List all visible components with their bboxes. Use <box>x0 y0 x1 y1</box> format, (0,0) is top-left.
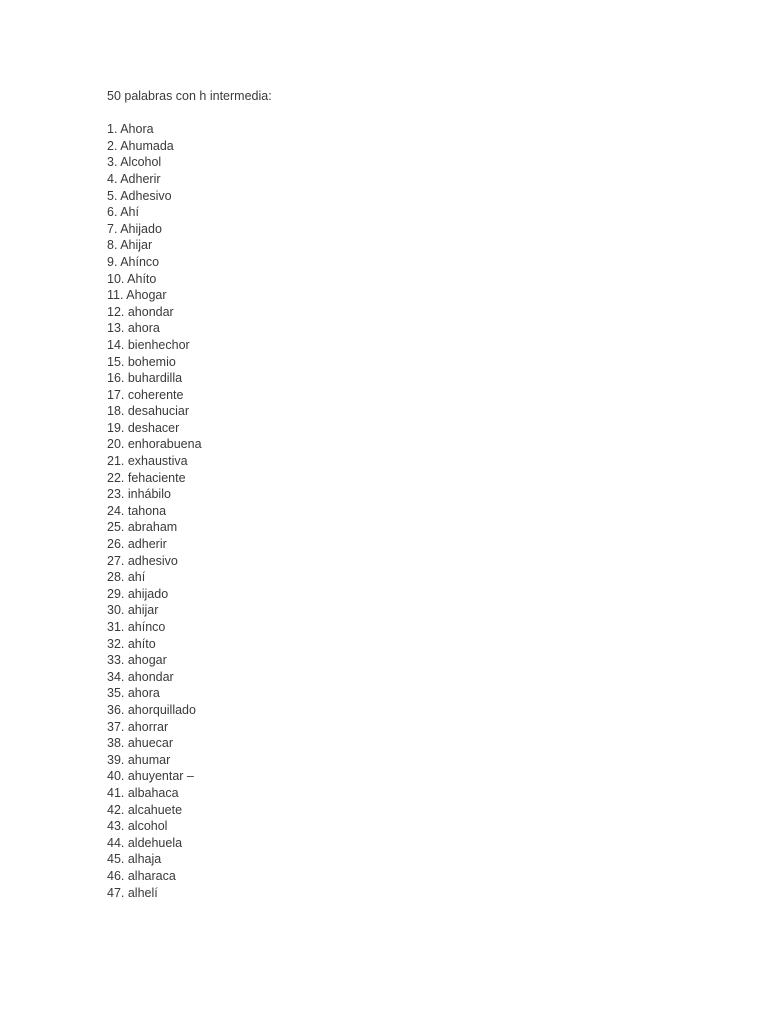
list-item: 8. Ahijar <box>107 238 153 253</box>
list-item: 35. ahora <box>107 686 160 701</box>
list-item: 7. Ahijado <box>107 221 162 236</box>
list-item: 47. alhelí <box>107 885 158 900</box>
document-content <box>107 88 272 901</box>
list-item: 33. ahogar <box>107 653 167 668</box>
list-item: 10. Ahíto <box>107 271 157 286</box>
list-item: 17. coherente <box>107 387 184 402</box>
list-item: 44. aldehuela <box>107 835 183 850</box>
list-item: 21. exhaustiva <box>107 454 188 469</box>
list-item: 19. deshacer <box>107 420 180 435</box>
list-item: 37. ahorrar <box>107 719 169 734</box>
list-item: 6. Ahí <box>107 205 139 220</box>
list-item: 14. bienhechor <box>107 337 190 352</box>
list-item: 43. alcohol <box>107 819 168 834</box>
list-item: 18. desahuciar <box>107 404 190 419</box>
list-item: 22. fehaciente <box>107 470 186 485</box>
list-item: 45. alhaja <box>107 852 162 867</box>
list-item: 30. ahijar <box>107 603 159 618</box>
list-item: 9. Ahínco <box>107 254 160 269</box>
list-item: 3. Alcohol <box>107 155 162 170</box>
list-item: 20. enhorabuena <box>107 437 202 452</box>
document-heading: 50 palabras con h intermedia: <box>107 89 272 103</box>
list-item: 15. bohemio <box>107 354 176 369</box>
word-list <box>107 121 272 901</box>
list-item: 32. ahíto <box>107 636 156 651</box>
list-item: 39. ahumar <box>107 752 171 767</box>
list-item: 26. adherir <box>107 537 167 552</box>
list-item: 36. ahorquillado <box>107 702 196 717</box>
list-item: 5. Adhesivo <box>107 188 172 203</box>
list-item: 25. abraham <box>107 520 178 535</box>
list-item: 13. ahora <box>107 321 160 336</box>
list-item: 29. ahijado <box>107 586 169 601</box>
list-item: 41. albahaca <box>107 785 179 800</box>
list-item: 34. ahondar <box>107 669 174 684</box>
list-item: 4. Adherir <box>107 171 161 186</box>
list-item: 42. alcahuete <box>107 802 183 817</box>
list-item: 16. buhardilla <box>107 371 183 386</box>
blank-line <box>107 105 272 122</box>
list-item: 40. ahuyentar – <box>107 769 194 784</box>
list-item: 12. ahondar <box>107 304 174 319</box>
list-item: 27. adhesivo <box>107 553 178 568</box>
list-item: 2. Ahumada <box>107 138 174 153</box>
list-item: 23. inhábilo <box>107 487 171 502</box>
list-item: 11. Ahogar <box>107 288 167 303</box>
list-item: 24. tahona <box>107 503 167 518</box>
list-item: 38. ahuecar <box>107 736 174 751</box>
list-item: 1. Ahora <box>107 122 154 137</box>
list-item: 31. ahínco <box>107 620 166 634</box>
list-item: 46. alharaca <box>107 868 176 883</box>
list-item: 28. ahí <box>107 570 146 585</box>
